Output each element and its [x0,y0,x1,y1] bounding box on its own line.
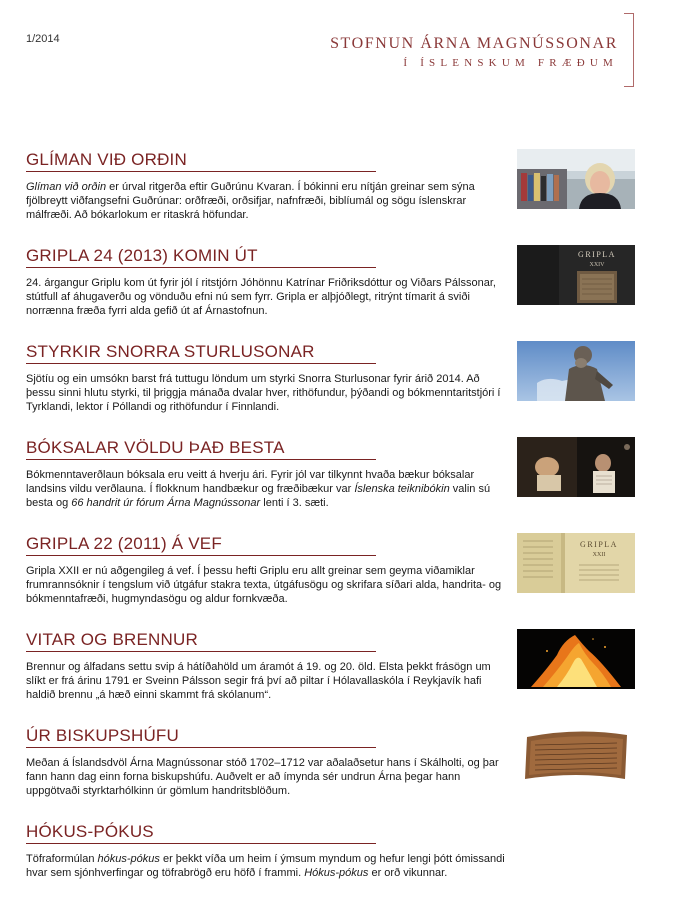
news-item-glíman [26,150,508,223]
issue-number: 1/2014 [26,33,60,45]
summary-text: 24. árgangur Griplu kom út fyrir jól í ritstjórn Jóhönnu Katrínar Friðriksdóttur og Viðars Pálssonar, stútfull af áhugaverðu og vönduðu efni nú sem fyrr. Gripla er alþjóðlegt, ritrýnt tímarit á sviði norrænna fræða fyrri alda gefið út af Árnastofnun. [26,277,496,318]
article-summary [26,372,508,415]
manuscript-fragment-photo [517,725,635,785]
article-summary [26,660,508,703]
article-title-link[interactable]: BÓKSALAR VÖLDU ÞAÐ BESTA [26,438,376,460]
italic-title-text: Hókus-pókus [304,867,369,880]
bonfire-thumbnail[interactable] [517,629,635,689]
brand-line-1: STOFNUN ÁRNA MAGNÚSSONAR [330,35,618,52]
book-pages-thumbnail[interactable] [517,437,635,497]
summary-text: Gripla XXII er nú aðgengileg á vef. Í þessu hefti Griplu eru allt greinar sem geyma viðamiklar frumrannsóknir í tengslum við útgáfur stakra texta, útgáfusögu og skrifara síðari alda, handrita- og bókmenntafræði, hugmyndasögu og aldur fornkvæða. [26,565,502,606]
article-summary [26,276,508,319]
photo-author-thumbnail[interactable] [517,149,635,209]
statue-thumbnail[interactable] [517,341,635,401]
summary-text: valin sú besta og [26,483,491,510]
summary-text: Bókmenntaverðlaun bóksala eru veitt á hverju ári. Fyrir jól var tilkynnt hvaða bækur bóksalar landsins vildu verðlauna. Í flokknum handbækur og fræðibækur var [26,469,475,496]
cover-volume: XXIV [589,262,605,268]
italic-title-text: 66 handrit úr fórum Árna Magnússonar [71,497,261,510]
gripla-24-cover-thumbnail[interactable] [517,245,635,305]
news-item-vitar [26,630,508,703]
news-item-hokus-pokus [26,822,508,880]
article-summary [26,756,508,799]
book-cover-image [517,533,635,593]
summary-text: er þekkt víða um heim í ýmsum myndum og hefur lengi þótt ómissandi hvar sem sjónhverfingar og töfrabrögð eru höfð í frammi. [26,853,505,880]
logo-bracket [624,13,634,87]
article-title-link[interactable]: STYRKIR SNORRA STURLUSONAR [26,342,376,364]
bonfire-photo [517,629,635,689]
news-item-biskupshufa [26,726,508,799]
article-title-link[interactable]: ÚR BISKUPSHÚFU [26,726,376,748]
reading-books-photo [517,437,635,497]
gripla-22-cover-thumbnail[interactable] [517,533,635,593]
article-title-link[interactable]: HÓKUS-PÓKUS [26,822,376,844]
news-item-gripla-24 [26,246,508,319]
snorri-statue-photo [517,341,635,401]
summary-text: Meðan á Íslandsdvöl Árna Magnússonar stóð 1702–1712 var aðalaðsetur hans í Skálholti, og þar fann hann dag einn forna biskupshúfu. Auðvelt er að ímynda sér undrun Árna þegar hann uppgötvaði styrktarhólkinn úr gömlum handritsblöðum. [26,757,499,798]
article-summary [26,180,508,223]
brand-line-2: Í ÍSLENSKUM FRÆÐUM [403,57,618,69]
summary-text: Brennur og álfadans settu svip á hátíðahöld um áramót á 19. og 20. öld. Elsta þekkt frásögn um slíkt er frá árinu 1791 er Sveinn Pálsson segir frá því að piltar í Hólavallaskóla í Reykjavík hafi haldið brennu „á hæð einni skammt frá skólanum“. [26,661,491,702]
book-cover-image [517,245,635,305]
article-summary [26,468,508,511]
summary-text: lenti í 3. sæti. [260,497,329,510]
cover-volume: XXII [592,552,606,558]
summary-text: er úrval ritgerða eftir Guðrúnu Kvaran. Í bókinni eru nítján greinar sem sýna fjölbreytt viðfangsefni Guðrúnar: orðfræði, orðsifjar, nafnfræði, biblíumál og sögu íslenskrar málfræði. Að bókarlokum er ritaskrá höfundar. [26,181,475,222]
news-item-boksalar [26,438,508,511]
news-item-gripla-22 [26,534,508,607]
italic-title-text: Glíman við orðin [26,181,107,193]
article-title-link[interactable]: GLÍMAN VIÐ ORÐIN [26,150,376,172]
summary-text: Sjötíu og ein umsókn barst frá tuttugu löndum um styrki Snorra Sturlusonar fyrir árið 2014. Að þessu sinni hlutu styrki, til þriggja mánaða dvalar hver, rithöfundur, þýðandi og bókmenntaritstjóri í Tyrklandi, lektor í Póllandi og rithöfundur í Finnlandi. [26,373,501,414]
news-item-styrkir [26,342,508,415]
italic-title-text: hókus-pókus [97,853,160,865]
manuscript-fragment-thumbnail[interactable] [517,725,635,785]
article-title-link[interactable]: GRIPLA 24 (2013) KOMIN ÚT [26,246,376,268]
article-summary [26,852,508,880]
article-title-link[interactable]: VITAR OG BRENNUR [26,630,376,652]
cover-title: GRIPLA [580,540,618,549]
summary-text: er orð vikunnar. [368,867,448,880]
institute-logo[interactable] [330,35,618,71]
author-photo [517,149,635,209]
cover-title: GRIPLA [578,250,616,259]
summary-text: Töfraformúlan [26,853,98,865]
article-summary [26,564,508,607]
italic-title-text: Íslenska teiknibókin [354,483,450,496]
article-title-link[interactable]: GRIPLA 22 (2011) Á VEF [26,534,376,556]
